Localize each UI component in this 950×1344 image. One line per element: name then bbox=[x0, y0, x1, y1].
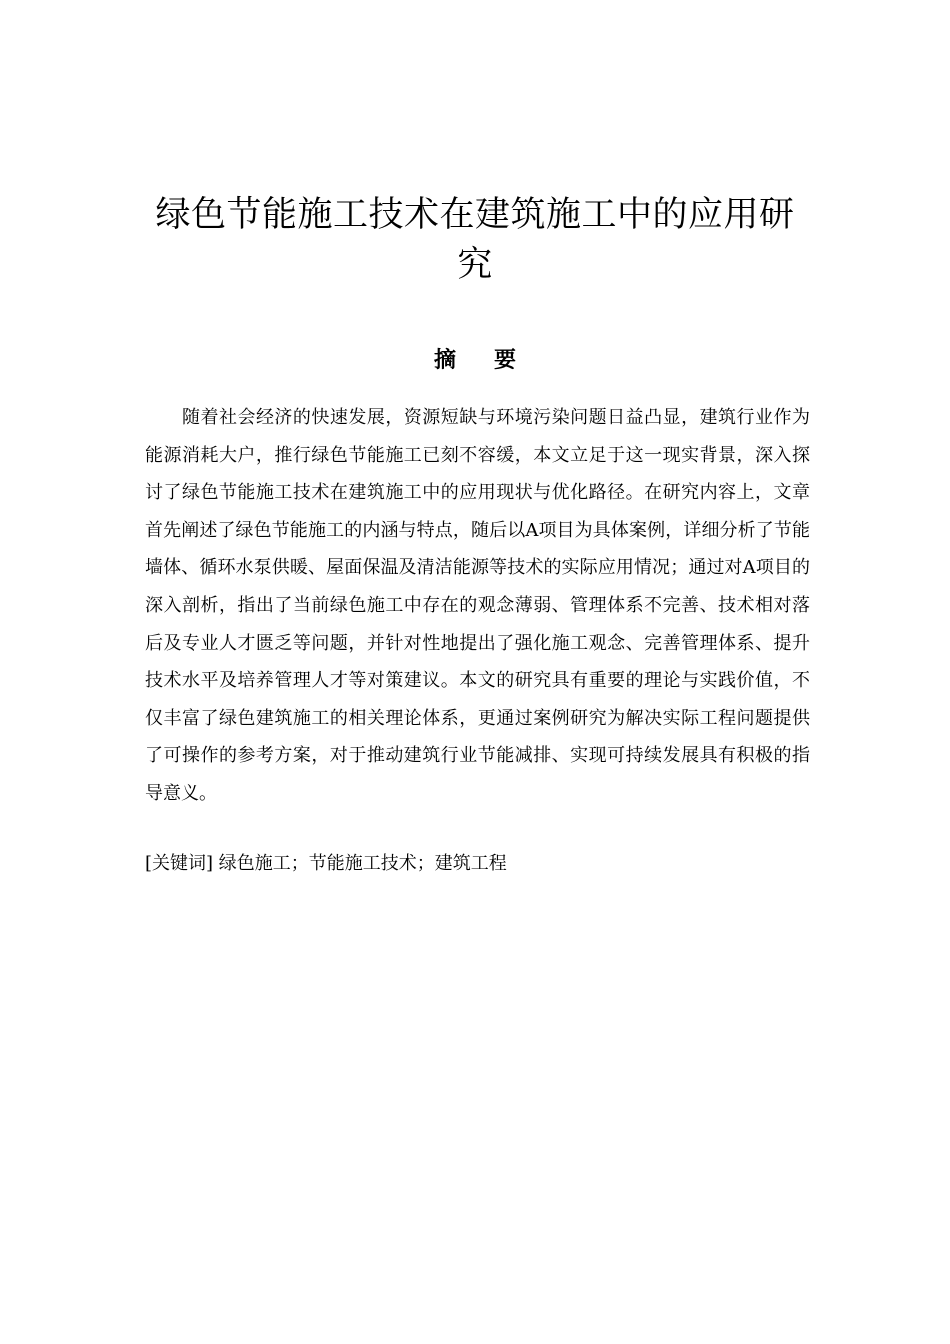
abstract-body: 随着社会经济的快速发展，资源短缺与环境污染问题日益凸显，建筑行业作为能源消耗大户，推行绿色节能施工已刻不容缓，本文立足于这一现实背景，深入探讨了绿色节能施工技术在建筑施工中的应用现状与优化路径。在研究内容上，文章首先阐述了绿色节能施工的内涵与特点，随后以A项目为具体案例，详细分析了节能墙体、循环水泵供暖、屋面保温及清洁能源等技术的实际应用情况；通过对A项目的深入剖析，指出了当前绿色施工中存在的观念薄弱、管理体系不完善、技术相对落后及专业人才匮乏等问题，并针对性地提出了强化施工观念、完善管理体系、提升技术水平及培养管理人才等对策建议。本文的研究具有重要的理论与实践价值，不仅丰富了绿色建筑施工的相关理论体系，更通过案例研究为解决实际工程问题提供了可操作的参考方案，对于推动建筑行业节能减排、实现可持续发展具有积极的指导意义。 bbox=[145, 407, 810, 804]
abstract-heading: 摘要 bbox=[433, 348, 554, 373]
keywords-text: 绿色施工；节能施工技术；建筑工程 bbox=[218, 853, 507, 874]
keywords-line bbox=[145, 848, 507, 880]
keywords-label: [关键词] bbox=[145, 853, 214, 874]
document-title: 绿色节能施工技术在建筑施工中的应用研究 bbox=[155, 195, 795, 285]
